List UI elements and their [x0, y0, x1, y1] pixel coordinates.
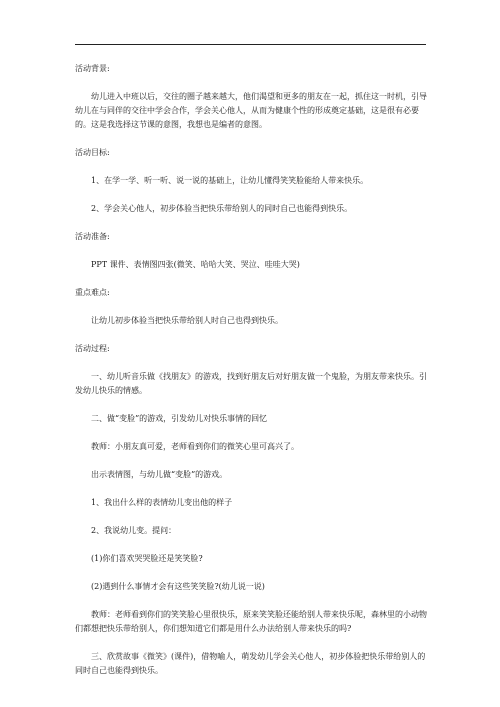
goal-item-1: 1、在学一学、听一听、说一说的基础上，让幼儿懂得笑笑脸能给人带来快乐。 [91, 176, 369, 185]
document-body [75, 62, 427, 692]
question-2: (2)遇到什么事情才会有这些笑笑脸?(幼儿说一说) [91, 582, 265, 591]
section-heading-process: 活动过程: [75, 344, 110, 353]
teacher-remark: 教师：小朋友真可爱，老师看到你们的微笑心里可高兴了。 [91, 442, 299, 451]
process-step-3: 三、欣赏故事《微笑》(课件)，借物喻人，萌发幼儿学会关心他人，初步体验把快乐带给别人的同时自己也能得到快乐。 [75, 652, 426, 675]
section-heading-key-points: 重点难点: [75, 288, 110, 297]
process-instruction: 出示表情图，与幼儿做“变脸”的游戏。 [91, 470, 228, 479]
section-heading-background: 活动背景: [75, 64, 110, 73]
teacher-transition: 教师：老师看到你们的笑笑脸心里很快乐，原来笑笑脸还能给别人带来快乐呢，森林里的小动物们都想把快乐带给别人，你们想知道它们都是用什么办法给别人带来快乐的吗? [75, 610, 427, 633]
process-step-2: 二、做“变脸”的游戏，引发幼儿对快乐事情的回忆 [91, 414, 268, 423]
key-points-paragraph: 让幼儿初步体验当把快乐带给别人时自己也得到快乐。 [91, 316, 283, 325]
process-step-1: 一、幼儿听音乐做《找朋友》的游戏，找到好朋友后对好朋友做一个鬼脸，为朋友带来快乐。引发幼儿快乐的情感。 [75, 372, 427, 395]
section-heading-preparation: 活动准备: [75, 232, 110, 241]
question-1: (1)你们喜欢哭哭脸还是笑笑脸? [91, 554, 203, 563]
goal-item-2: 2、学会关心他人，初步体验当把快乐带给别人的同时自己也能得到快乐。 [91, 204, 353, 213]
section-heading-goals: 活动目标: [75, 148, 110, 157]
preparation-paragraph: PPT 课件、表情图四张(微笑、哈哈大笑、哭泣、哇哇大哭) [91, 260, 300, 269]
game-rule-2: 2、我说幼儿变。提问： [91, 526, 177, 535]
game-rule-1: 1、我出什么样的表情幼儿变出他的样子 [91, 498, 233, 507]
header-rule [75, 44, 426, 45]
background-paragraph: 幼儿进入中班以后，交往的圈子越来越大，他们渴望和更多的朋友在一起，抓住这一时机，引导幼儿在与同伴的交往中学会合作，学会关心他人，从而为健康个性的形成奠定基础，这是很有必要的。这是我选择这节课的意图，我想也是编者的意图。 [75, 92, 427, 129]
